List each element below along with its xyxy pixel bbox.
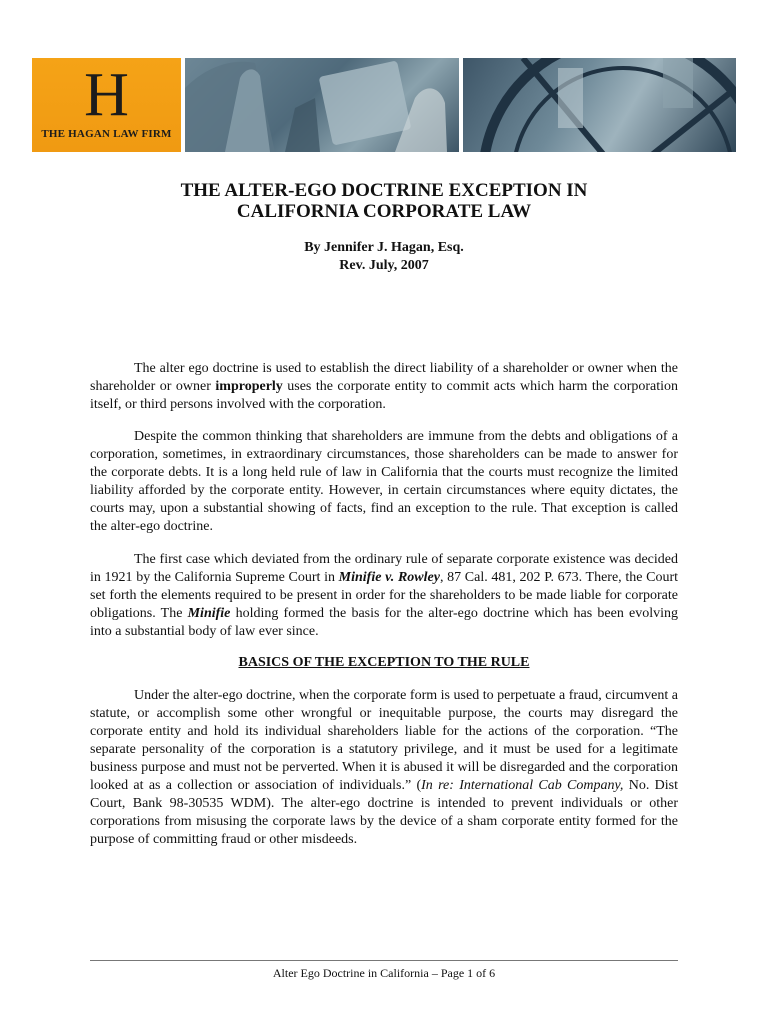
logo-letter: H: [84, 61, 129, 129]
p1-emphasis: improperly: [215, 379, 283, 394]
paragraph-1: [90, 360, 678, 414]
page-footer: Alter Ego Doctrine in California – Page 1 of 6: [272, 966, 496, 980]
p3-text-b: , 87 Cal. 481, 202 P. 673. There, the Court set forth the elements required to be present in order for the shareholders to be made liable for corporate obligations. The: [90, 570, 679, 621]
revision-date: Rev. July, 2007: [339, 258, 429, 273]
p3-text-c: holding formed the basis for the alter-ego doctrine which has been evolving into a substantial body of law ever since.: [90, 606, 678, 639]
document-title: [100, 180, 668, 222]
p4-citation: In re: International Cab Company,: [421, 778, 624, 793]
p1-text-c: uses the corporate entity to commit acts which harm the corporation itself, or third persons involved with the corporation.: [90, 379, 679, 412]
p2-text: Despite the common thinking that shareholders are immune from the debts and obligations of a corporation, sometimes, in extraordinary circumstances, those shareholders can be made to answer for the corporate debts. It is a long held rule of law in California that the courts must recognize the limited liability afforded by the corporate entity. However, in certain circumstances where equity dictates, the courts may, upon a substantial showing of facts, find an exception to the rule. That exception is called the alter-ego doctrine.: [90, 429, 678, 534]
p4-text-b: No. Dist Court, Bank 98-30535 WDM). The alter-ego doctrine is intended to prevent individuals or other corporations from misusing the corporate laws by the device of a sham corporate entity formed for the purpose of committing fraud or other misdeeds.: [90, 778, 678, 847]
p1-text-a: The alter ego doctrine is used to establish the direct liability of a shareholder or owner when the shareholder or owner: [90, 361, 678, 394]
firm-logo: [32, 58, 181, 152]
p3-case-name: Minifie v. Rowley: [338, 570, 440, 585]
p3-text-a: The first case which deviated from the ordinary rule of separate corporate existence was decided in 1921 by the California Supreme Court in: [90, 552, 678, 585]
section-heading: BASICS OF THE EXCEPTION TO THE RULE: [238, 655, 530, 670]
paragraph-4: [90, 687, 678, 849]
header-banner: [32, 58, 736, 152]
banner-photo-clock: [463, 58, 736, 152]
banner-photo-statue: [185, 58, 459, 152]
title-line-1: THE ALTER-EGO DOCTRINE EXCEPTION IN: [180, 180, 588, 201]
paragraph-2: [90, 428, 678, 536]
firm-name: THE HAGAN LAW FIRM: [41, 128, 172, 140]
p3-case-short: Minifie: [187, 606, 231, 621]
byline: [100, 239, 668, 275]
paragraph-3: [90, 551, 678, 641]
footer-divider: [90, 960, 678, 961]
author: By Jennifer J. Hagan, Esq.: [304, 240, 464, 255]
p4-text-a: Under the alter-ego doctrine, when the corporate form is used to perpetuate a fraud, circumvent a statute, or accomplish some other wrongful or inequitable purpose, the courts may disregard the corporate entity and hold its individual shareholders liable for the actions of the corporation. “The separate personality of the corporation is a statutory privilege, and it must be used for a legitimate business purpose and must not be perverted. When it is abused it will be disregarded and the corporation looked at as a collection or association of individuals.” (: [90, 688, 678, 793]
title-line-2: CALIFORNIA CORPORATE LAW: [236, 201, 532, 222]
